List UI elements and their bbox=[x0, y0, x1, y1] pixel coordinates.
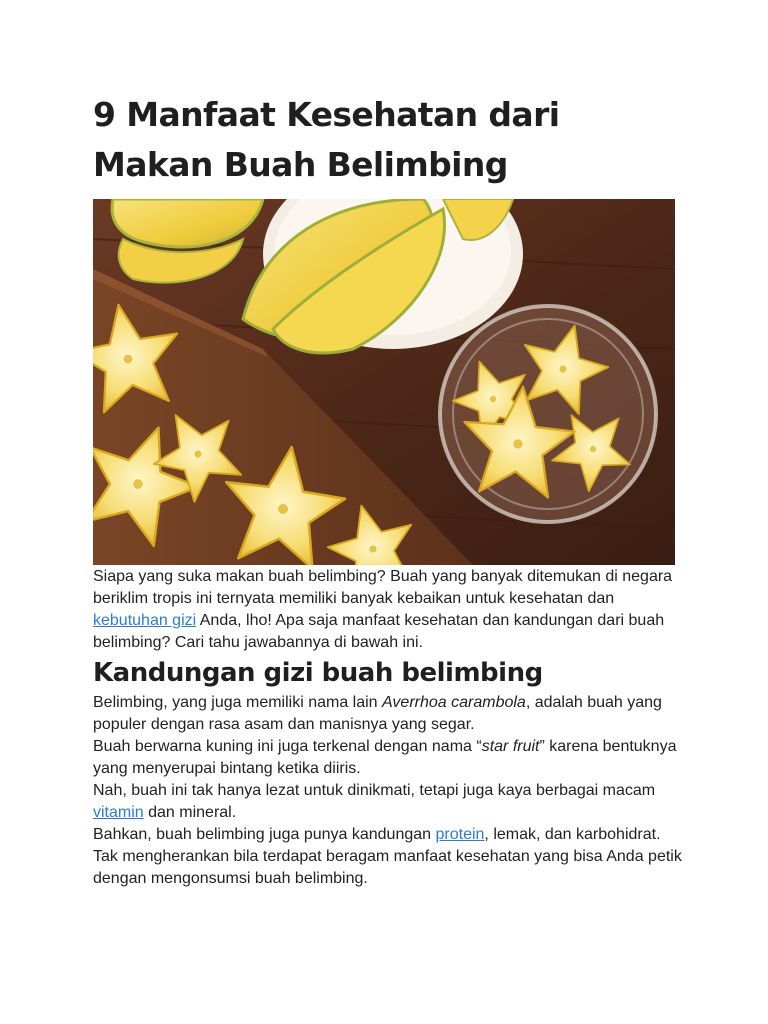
intro-text-1: Siapa yang suka makan buah belimbing? Buah yang banyak ditemukan di negara beriklim tropis ini ternyata memiliki banyak kebaikan untuk kesehatan dan bbox=[93, 568, 673, 607]
intro-paragraph bbox=[93, 566, 683, 654]
link-protein[interactable]: protein bbox=[435, 826, 485, 843]
intro-text-2: Anda, lho! Apa saja manfaat kesehatan dan kandungan dari buah belimbing? Cari tahu jawabannya di bawah ini. bbox=[93, 612, 665, 651]
paragraph-2 bbox=[93, 736, 683, 780]
paragraph-5: Tak mengherankan bila terdapat beragam manfaat kesehatan yang bisa Anda petik dengan mengonsumsi buah belimbing. bbox=[93, 848, 682, 887]
link-kebutuhan-gizi[interactable]: kebutuhan gizi bbox=[93, 612, 197, 629]
paragraph-1 bbox=[93, 692, 683, 736]
p1-text-1: Belimbing, yang juga memiliki nama lain bbox=[93, 694, 383, 711]
p3-text-2: dan mineral. bbox=[143, 804, 237, 821]
link-vitamin[interactable]: vitamin bbox=[93, 804, 144, 821]
section-heading: Kandungan gizi buah belimbing bbox=[93, 658, 543, 688]
paragraph-3 bbox=[93, 780, 683, 824]
p4-text-1: Bahkan, buah belimbing juga punya kandungan bbox=[93, 826, 436, 843]
p2-star-fruit: star fruit bbox=[481, 738, 540, 755]
p3-text-1: Nah, buah ini tak hanya lezat untuk dinikmati, tetapi juga kaya berbagai macam bbox=[93, 782, 656, 799]
section-body bbox=[93, 692, 683, 890]
p4-text-2: , lemak, dan karbohidrat. bbox=[484, 826, 661, 843]
p2-text-2: ” karena bentuknya yang menyerupai bintang ketika diiris. bbox=[93, 738, 677, 777]
p1-text-2: , adalah buah yang populer dengan rasa asam dan manisnya yang segar. bbox=[93, 694, 662, 733]
starfruit-photo bbox=[93, 199, 675, 565]
paragraph-4 bbox=[93, 824, 683, 846]
article-title: 9 Manfaat Kesehatan dari Makan Buah Belimbing bbox=[93, 95, 560, 184]
p2-text-1: Buah berwarna kuning ini juga terkenal dengan nama “ bbox=[93, 738, 482, 755]
p1-scientific-name: Averrhoa carambola bbox=[382, 694, 526, 711]
